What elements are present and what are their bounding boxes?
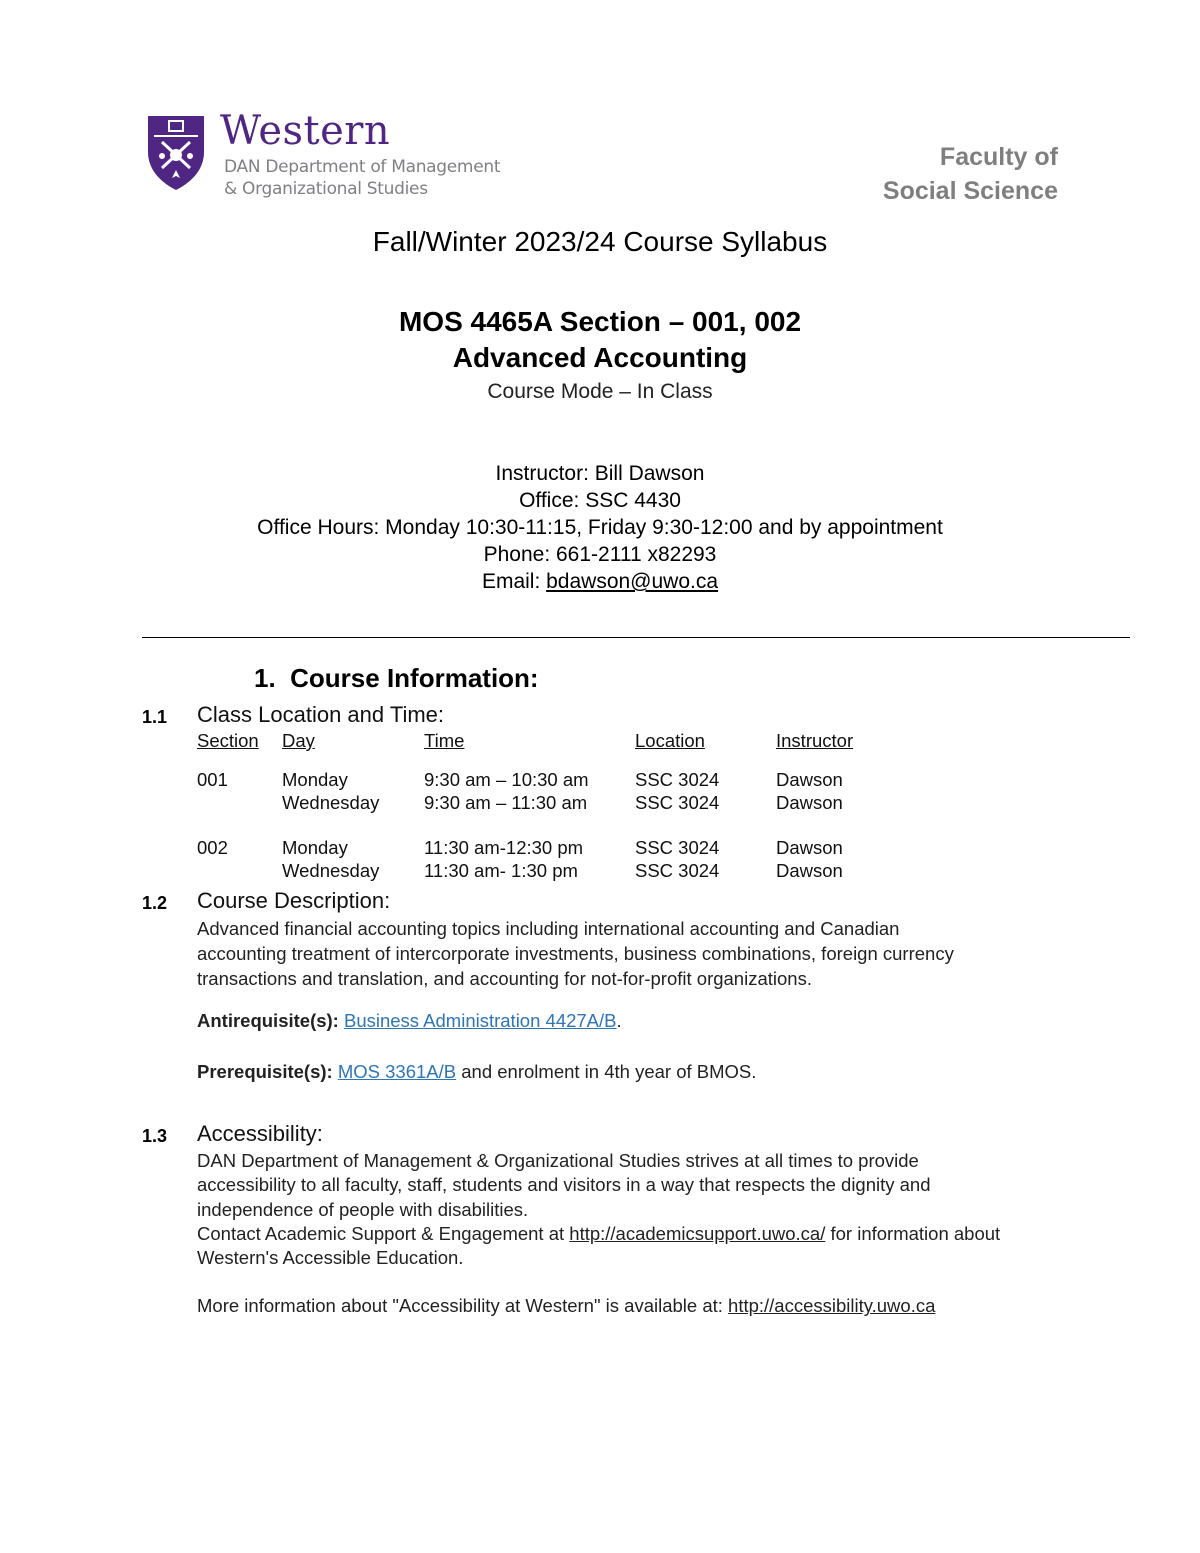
course-name: Advanced Accounting (452, 342, 748, 373)
description-line: transactions and translation, and accounting for not-for-profit organizations. (197, 968, 812, 989)
prerequisites (197, 1059, 1077, 1084)
accessibility-contact-pre: Contact Academic Support & Engagement at (197, 1222, 570, 1244)
logo-department-line: DAN Department of Management (224, 157, 501, 177)
prerequisite-end: and enrolment in 4th year of BMOS. (456, 1061, 757, 1082)
accessibility-link[interactable]: http://accessibility.uwo.ca (728, 1295, 936, 1317)
accessibility-line: independence of people with disabilities. (197, 1198, 529, 1220)
section-title: Course Information: (290, 663, 539, 693)
spacer (197, 1270, 1077, 1294)
table-cell: 9:30 am – 10:30 am (424, 769, 589, 790)
faculty-line-2: Social Science (882, 177, 1058, 205)
table-cell: Monday (282, 837, 348, 858)
table-header-instructor: Instructor (776, 730, 854, 751)
office-hours: Office Hours: Monday 10:30-11:15, Friday 9:30-12:00 and by appointment (257, 516, 943, 539)
table-cell: 11:30 am-12:30 pm (424, 837, 584, 858)
faculty-line-1: Faculty of (939, 143, 1058, 171)
description-line: Advanced financial accounting topics including international accounting and Canadian (197, 918, 900, 939)
table-cell: Wednesday (282, 860, 380, 881)
subsection-title: Accessibility: (197, 1121, 323, 1146)
subsection-title: Class Location and Time: (197, 702, 445, 727)
table-cell: SSC 3024 (635, 792, 720, 813)
email-link[interactable]: bdawson@uwo.ca (546, 570, 719, 593)
table-cell: Dawson (776, 769, 843, 790)
academic-support-link[interactable]: http://academicsupport.uwo.ca/ (569, 1222, 826, 1244)
accessibility-line: accessibility to all faculty, staff, students and visitors in a way that respects the dignity and (197, 1174, 931, 1196)
accessibility-line: DAN Department of Management & Organizational Studies strives at all times to provide (197, 1150, 919, 1171)
table-header-location: Location (635, 730, 705, 751)
horizontal-divider (142, 637, 1130, 638)
antirequisite-end: . (616, 1010, 622, 1031)
section-number: 1. (254, 663, 276, 693)
table-cell: Dawson (776, 792, 843, 813)
section-heading (254, 663, 539, 694)
accessibility-info-line (197, 1294, 1077, 1318)
prerequisite-label: Prerequisite(s): (197, 1061, 333, 1082)
accessibility-line: Western's Accessible Education. (197, 1247, 464, 1269)
email-label: Email: (481, 570, 547, 593)
table-header-time: Time (424, 730, 465, 751)
accessibility-info-pre: More information about "Accessibility at Western" is available at: (197, 1295, 729, 1317)
table-cell: Dawson (776, 860, 843, 881)
faculty-name (883, 140, 1058, 208)
email-line (0, 568, 1200, 595)
subsection-number: 1.1 (142, 707, 168, 727)
western-logo (144, 108, 524, 202)
table-cell: Dawson (776, 837, 843, 858)
subsection-number: 1.2 (142, 893, 168, 913)
table-cell: 11:30 am- 1:30 pm (424, 860, 578, 881)
syllabus-title: Fall/Winter 2023/24 Course Syllabus (372, 226, 828, 257)
table-cell: SSC 3024 (635, 860, 720, 881)
table-cell: SSC 3024 (635, 769, 720, 790)
description-line: accounting treatment of intercorporate investments, business combinations, foreign currency (197, 943, 954, 964)
table-cell: 9:30 am – 11:30 am (424, 792, 588, 813)
accessibility-contact-line (197, 1222, 1077, 1246)
table-header-section: Section (197, 730, 259, 751)
subsection-title: Course Description: (197, 888, 391, 913)
prerequisite-link[interactable]: MOS 3361A/B (337, 1061, 457, 1082)
table-cell: 002 (197, 837, 228, 858)
accessibility-text (197, 1149, 1077, 1319)
table-cell: Wednesday (282, 792, 380, 813)
table-cell: Monday (282, 769, 348, 790)
accessibility-contact-post: for information about (825, 1222, 1001, 1244)
office-location: Office: SSC 4430 (519, 489, 681, 512)
antirequisite-label: Antirequisite(s): (197, 1010, 339, 1031)
instructor-name: Instructor: Bill Dawson (495, 462, 705, 485)
logo-department-line-2: & Organizational Studies (224, 179, 428, 199)
subsection-number: 1.3 (142, 1126, 168, 1146)
table-header-day: Day (282, 730, 315, 751)
antirequisite-link[interactable]: Business Administration 4427A/B (343, 1010, 617, 1031)
antirequisites (197, 1008, 1077, 1033)
table-cell: 001 (197, 769, 228, 790)
course-mode: Course Mode – In Class (487, 380, 713, 403)
phone-number: Phone: 661-2111 x82293 (483, 543, 717, 566)
course-description (197, 916, 1077, 991)
logo-wordmark: Western (220, 108, 391, 154)
instructor-contact (0, 460, 1200, 595)
course-code: MOS 4465A Section – 001, 002 (398, 306, 802, 337)
table-cell: SSC 3024 (635, 837, 720, 858)
crest-shield-icon (144, 112, 208, 192)
